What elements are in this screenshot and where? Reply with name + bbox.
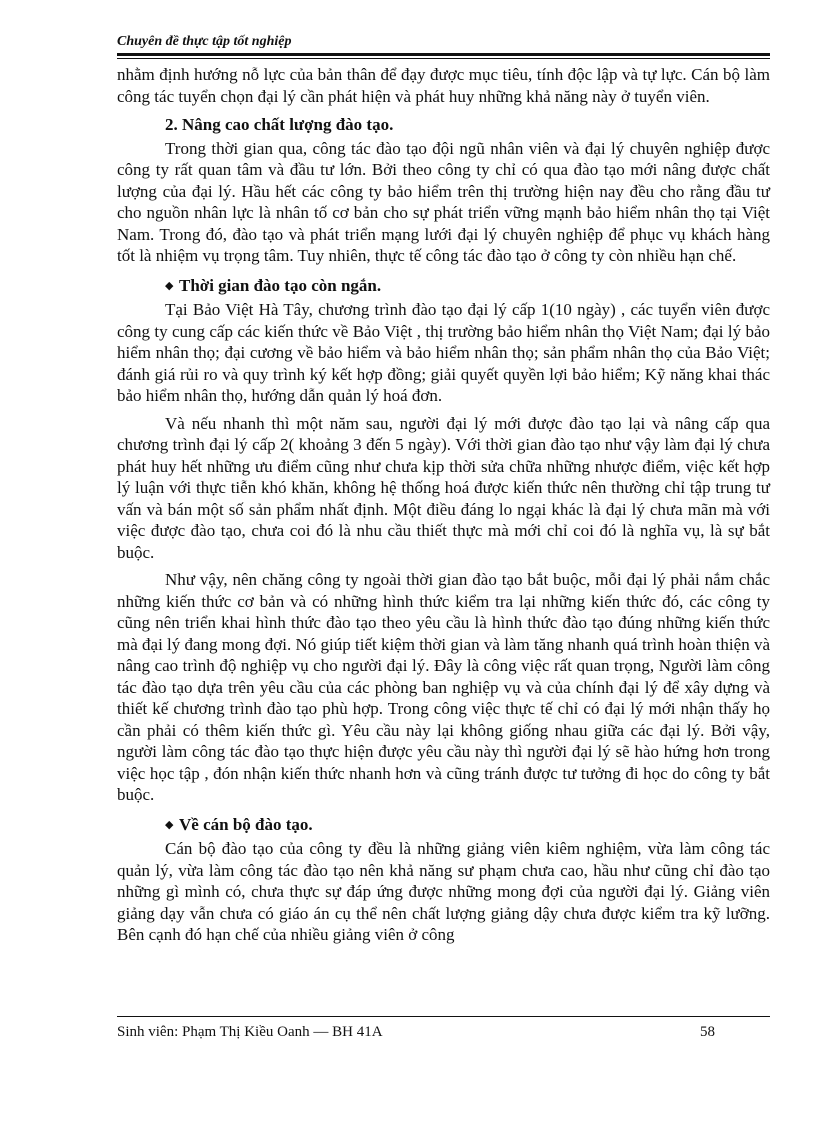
footer-rule (117, 1016, 770, 1017)
subsection-heading-time (117, 275, 770, 298)
header-title: Chuyên đề thực tập tốt nghiệp (117, 34, 292, 49)
section-heading: 2. Nâng cao chất lượng đào tạo. (165, 115, 394, 134)
page-number: 58 (700, 1024, 715, 1040)
paragraph: Trong thời gian qua, công tác đào tạo đội ngũ nhân viên và đại lý chuyên nghiệp được công ty rất quan tâm và đầu tư lớn. Bởi theo công ty chỉ có qua đào tạo mới nâng được chất lượng của đại lý. Hầu hết các công ty bảo hiểm trên thị trường hiện nay đều cho rằng đầu tư cho nguồn nhân lực là nhân tố cơ bản cho sự phát triển vững mạnh bảo hiểm nhân thọ tại Việt Nam. Trong đó, đào tạo và phát triển mạng lưới đại lý chuyên nghiệp để phục vụ khách hàng tốt là nhiệm vụ trọng tâm. Tuy nhiên, thực tế công tác đào tạo ở công ty còn nhiều hạn chế. (117, 138, 770, 265)
subsection-heading-label: Thời gian đào tạo còn ngắn. (179, 275, 382, 295)
paragraph: Như vậy, nên chăng công ty ngoài thời gian đào tạo bắt buộc, mỗi đại lý phải nắm chắc những kiến thức cơ bản và có những hình thức kiểm tra lại những kiến thức đó, các công ty cũng nên triển khai hình thức đào tạo theo yêu cầu là hình thức đào tạo đúng những kiến thức mà đại lý đang mong đợi. Nó giúp tiết kiệm thời gian và làm tăng nhanh quá trình hoàn thiện và nâng cao trình độ nghiệp vụ cho người đại lý. Đây là công việc rất quan trọng, Người làm công tác đào tạo dựa trên yêu cầu của các phòng ban nghiệp vụ và của chính đại lý để xây dựng và thiết kế chương trình đào tạo phù hợp. Trong công việc thực tế chỉ có đại lý mới nhận thấy họ cần phải có thêm kiến thức gì. Yêu cầu này lại không giống nhau giữa các đại lý. Bởi vậy, người làm công tác đào tạo thực hiện được yêu cầu này thì người đại lý sẽ hào hứng hơn trong việc học tập , đón nhận kiến thức nhanh hơn và cũng tránh được tư tưởng đi học do công ty bắt buộc. (117, 570, 770, 804)
paragraph: Tại Bảo Việt Hà Tây, chương trình đào tạo đại lý cấp 1(10 ngày) , các tuyển viên được công ty cung cấp các kiến thức về Bảo Việt , thị trường bảo hiểm nhân thọ Việt Nam; đại lý bảo hiểm nhân thọ; đại cương về bảo hiểm và bảo hiểm nhân thọ; sản phẩm nhân thọ của Bảo Việt; đánh giá rủi ro và quy trình ký kết hợp đồng; giải quyết quyền lợi bảo hiểm; Kỹ năng khai thác bảo hiểm nhân thọ, hướng dẫn quản lý hoá đơn. (117, 300, 770, 405)
footer-student: Sinh viên: Phạm Thị Kiều Oanh — BH 41A (117, 1024, 383, 1040)
header-rule-thin (117, 58, 770, 59)
paragraph: Và nếu nhanh thì một năm sau, người đại lý mới được đào tạo lại và nâng cấp qua chương trình đại lý cấp 2( khoảng 3 đến 5 ngày). Với thời gian đào tạo như vậy làm đại lý chưa phát huy hết những ưu điểm cũng như chưa kịp thời sửa chữa những nhược điểm, việc kết hợp lý luận với thực tiễn khó khăn, không hệ thống hoá được kiến thức nên thường chỉ tập trung tư vấn và bán một số sản phẩm nhất định. Một điều đáng lo ngại khác là đại lý chưa mãn mà với việc được đào tạo, chưa coi đó là nhu cầu thiết thực mà mới chỉ coi đó là nghĩa vụ, là sự bắt buộc. (117, 413, 770, 562)
paragraph-continuation: nhằm định hướng nỗ lực của bản thân để đạy được mục tiêu, tính độc lập và tự lực. Cán bộ làm công tác tuyển chọn đại lý cần phát hiện và phát huy những khả năng này ở tuyển viên. (117, 65, 770, 106)
subsection-heading-staff (117, 814, 770, 837)
header-rule (117, 53, 770, 56)
page-content (117, 64, 770, 946)
paragraph: Cán bộ đào tạo của công ty đều là những giảng viên kiêm nghiệm, vừa làm công tác quản lý, vừa làm công tác đào tạo nên khả năng sư phạm chưa cao, hầu như cũng chỉ đào tạo những gì mình có, chưa thực sự đáp ứng được những mong đợi của người đại lý. Giảng viên giảng dạy vẫn chưa có giáo án cụ thể nên chất lượng giảng dậy chưa được kiểm tra kỹ lưỡng. Bên cạnh đó hạn chế của nhiều giảng viên ở công (117, 839, 770, 944)
diamond-bullet-icon: ◆ (165, 818, 174, 831)
diamond-bullet-icon: ◆ (165, 279, 174, 292)
subsection-heading-label: Về cán bộ đào tạo. (179, 814, 313, 834)
